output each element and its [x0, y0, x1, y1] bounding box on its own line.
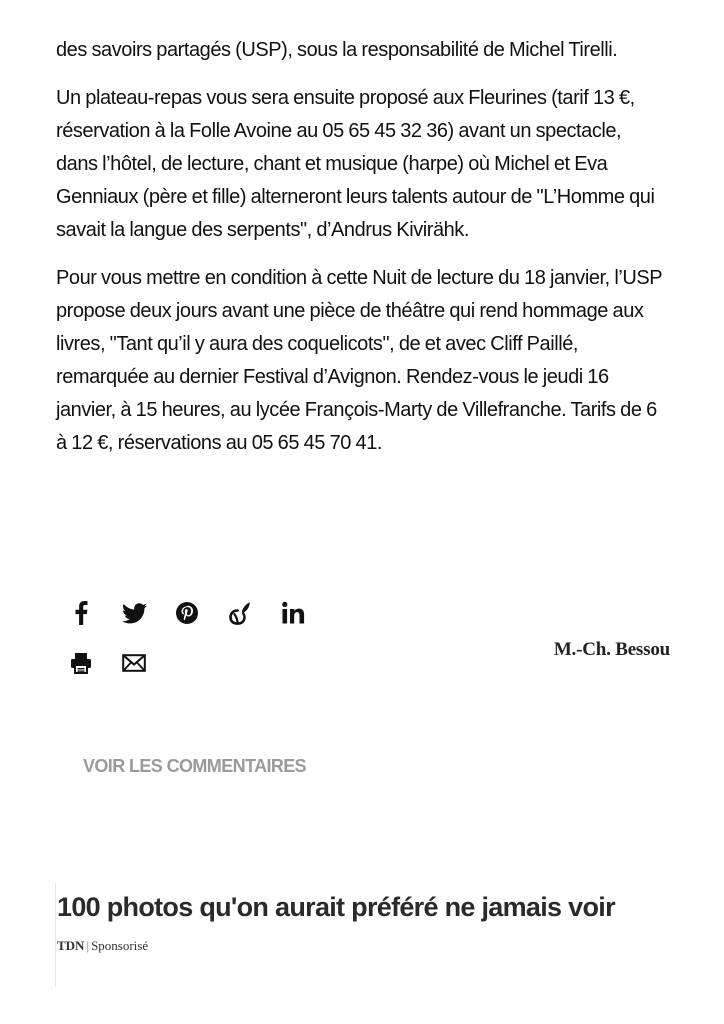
article-paragraph: Pour vous mettre en condition à cette Nuit de lecture du 18 janvier, l’USP propose deux jours avant une pièce de théâtre qui rend hommage aux livres, "Tant qu’il y aura des coquelicots", de et avec Cliff Paillé, remarquée au dernier Festival d’Avignon. Rendez-vous le jeudi 16 janvier, à 15 heures, au lycée François-Marty de Villefranche. Tarifs de 6 à 12 €, réservations au 05 65 45 70 41.	[56, 267, 662, 454]
sponsored-separator: |	[86, 938, 90, 953]
facebook-icon	[74, 601, 88, 625]
share-linkedin-button[interactable]	[280, 600, 306, 626]
pinterest-icon	[175, 601, 199, 625]
share-bar	[68, 600, 333, 626]
share-twitter-button[interactable]	[121, 600, 147, 626]
article-paragraph: des savoirs partagés (USP), sous la responsabilité de Michel Tirelli.	[56, 39, 618, 61]
twitter-icon	[122, 603, 147, 624]
share-bar-secondary	[68, 650, 174, 676]
share-viadeo-button[interactable]	[227, 600, 253, 626]
sponsored-meta	[57, 938, 148, 954]
sponsored-content-card[interactable]	[55, 883, 676, 987]
email-share-button[interactable]	[121, 650, 147, 676]
share-facebook-button[interactable]	[68, 600, 94, 626]
sponsored-title[interactable]: 100 photos qu'on aurait préféré ne jamais voir	[57, 892, 615, 922]
article-paragraph: Un plateau-repas vous sera ensuite proposé aux Fleurines (tarif 13 €, réservation à la Folle Avoine au 05 65 45 32 36) avant un spectacle, dans l’hôtel, de lecture, chant et musique (harpe) où Michel et Eva Genniaux (père et fille) alterneront leurs talents autour de "L’Homme qui savait la langue des serpents", d’Andrus Kivirähk.	[56, 87, 655, 241]
article-author: M.-Ch. Bessou	[553, 639, 670, 660]
print-button[interactable]	[68, 650, 94, 676]
email-icon	[122, 654, 146, 672]
print-icon	[70, 652, 92, 674]
article-body	[56, 34, 666, 475]
linkedin-icon	[281, 601, 305, 625]
share-pinterest-button[interactable]	[174, 600, 200, 626]
viadeo-icon	[229, 601, 251, 625]
sponsor-brand: TDN	[57, 938, 85, 953]
view-comments-link[interactable]: VOIR LES COMMENTAIRES	[83, 756, 307, 776]
sponsored-label: Sponsorisé	[91, 938, 149, 953]
